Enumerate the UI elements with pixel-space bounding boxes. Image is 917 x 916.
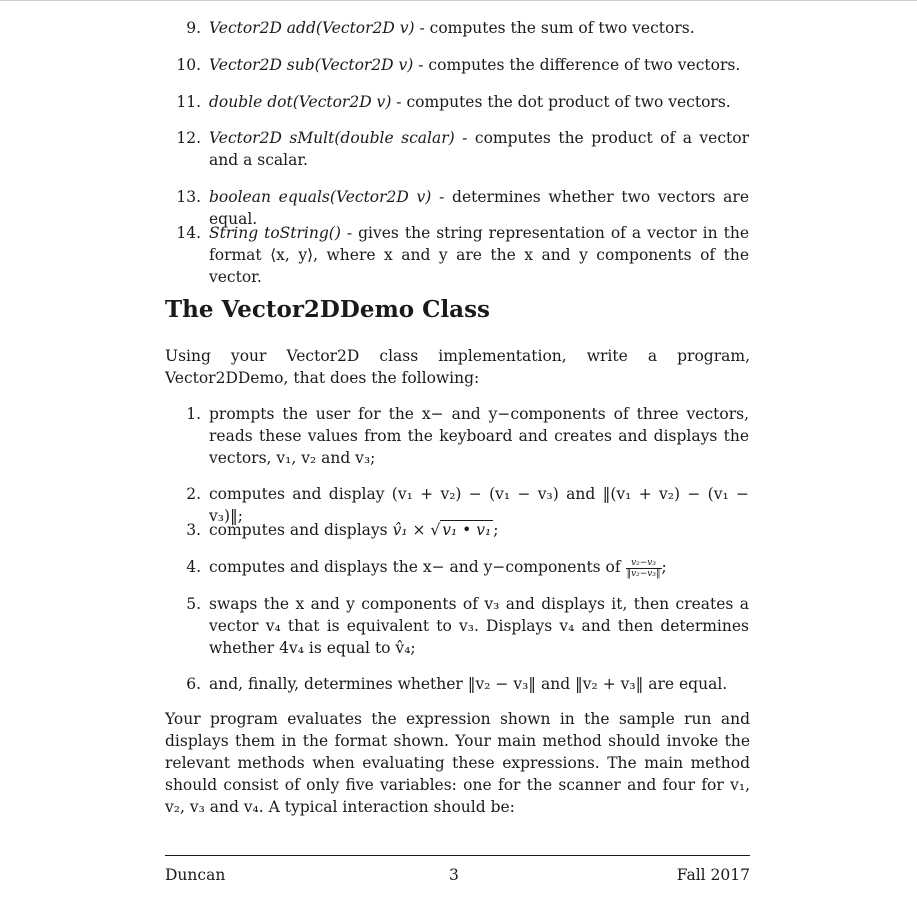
task-text: prompts the user for the x− and y−components of three vectors, reads these values from the keyboard and creates and displays the vectors, v₁, v₂ and v₃; [209, 405, 749, 467]
item-number: 2. [186, 485, 201, 503]
method-signature: double dot(Vector2D v) [209, 93, 392, 111]
method-description: - computes the dot product of two vectors. [391, 93, 731, 111]
task-text: computes and display (v₁ + v₂) − (v₁ − v₃) and ‖(v₁ + v₂) − (v₁ − v₃)‖; [209, 485, 749, 525]
item-number: 1. [186, 405, 201, 423]
task-text [209, 556, 749, 579]
item-number: 4. [186, 558, 201, 576]
item-number: 6. [186, 675, 201, 693]
item-number: 10. [176, 56, 201, 74]
method-signature: boolean equals(Vector2D v) [209, 188, 432, 206]
section-heading: The Vector2DDemo Class [165, 296, 490, 323]
footer-term: Fall 2017 [676, 866, 750, 884]
method-description: - determines whether two vectors are equal. [209, 188, 750, 228]
item-number: 14. [176, 224, 201, 242]
task-text-part: ; [493, 521, 499, 539]
method-description: - computes the sum of two vectors. [414, 19, 695, 37]
sqrt-term: v₁ • v₁ [442, 521, 492, 539]
item-number: 12. [176, 129, 201, 147]
unit-vector-term: v̂₁ × [392, 521, 431, 539]
task-text-part: computes and displays [209, 521, 393, 539]
item-number: 13. [176, 188, 201, 206]
fraction [626, 558, 662, 579]
method-signature: Vector2D sub(Vector2D v) [209, 56, 414, 74]
top-rule [0, 0, 917, 1]
method-signature: Vector2D add(Vector2D v) [209, 19, 415, 37]
closing-paragraph: Your program evaluates the expression shown in the sample run and displays them in the format shown. Your main method should invoke the relevant methods when evaluating these expressions. The main method should consist of only five variables: one for the scanner and four for v₁, v₂, v₃ and v₄. A typical interaction should be: [165, 710, 750, 816]
footer-author: Duncan [165, 866, 226, 884]
item-number: 11. [176, 93, 201, 111]
task-text-part: ; [661, 558, 667, 576]
footer-page-number: 3 [449, 866, 459, 884]
item-number: 5. [186, 595, 201, 613]
fraction-denominator: ‖v₂−v₃‖ [626, 568, 661, 579]
method-description: - computes the difference of two vectors. [413, 56, 741, 74]
fraction-numerator: v₂−v₃ [626, 558, 662, 569]
method-signature: Vector2D sMult(double scalar) [209, 129, 455, 147]
method-description: - gives the string representation of a vector in the format ⟨x, y⟩, where x and y are the x and y components of the vector. [209, 224, 749, 286]
task-text-part: computes and displays the x− and y−components of [209, 558, 626, 576]
intro-paragraph: Using your Vector2D class implementation, write a program, Vector2DDemo, that does the following: [165, 347, 750, 387]
item-number: 3. [186, 521, 201, 539]
task-text: swaps the x and y components of v₃ and displays it, then creates a vector v₄ that is equivalent to v₃. Displays v₄ and then determines whether 4v₄ is equal to v̂₄; [209, 595, 749, 657]
item-number: 9. [186, 19, 201, 37]
method-signature: String toString() [209, 224, 341, 242]
task-text: computes and displays v̂₁ × √ v₁ • v₁ ; [209, 521, 499, 539]
footer-rule [165, 855, 750, 856]
task-text: and, finally, determines whether ‖v₂ − v₃‖ and ‖v₂ + v₃‖ are equal. [209, 675, 728, 693]
method-description: - computes the product of a vector and a scalar. [209, 129, 749, 169]
